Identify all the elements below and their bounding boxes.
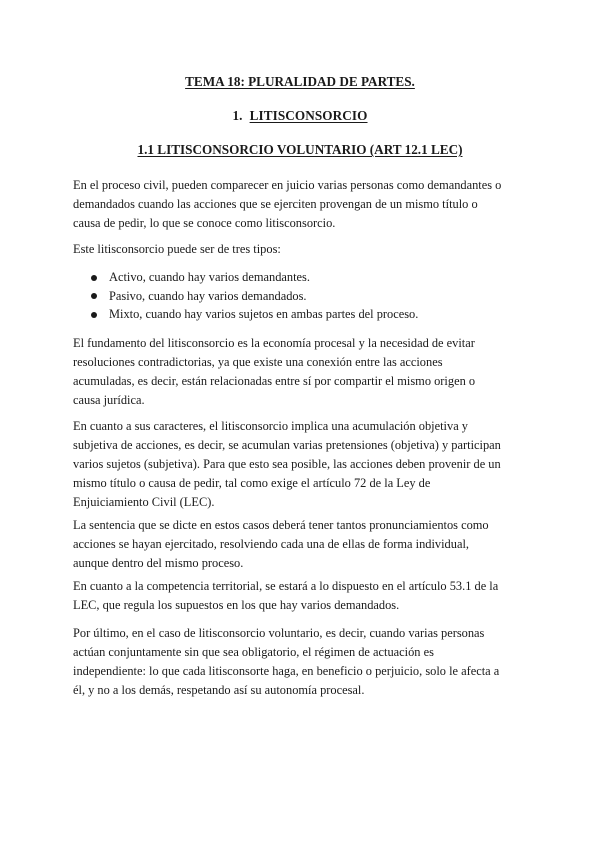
paragraph-regimen (73, 624, 533, 700)
paragraph-fundamento (73, 334, 533, 410)
text-line: varios sujetos (subjetiva). Para que esto sea posible, las acciones deben provenir de un (73, 457, 501, 471)
text-line: aunque dentro del mismo proceso. (73, 556, 244, 570)
text-line: El fundamento del litisconsorcio es la economía procesal y la necesidad de evitar (73, 336, 475, 350)
text-line: resoluciones contradictorias, ya que existe una conexión entre las acciones (73, 355, 443, 369)
text-line: causa de pedir, lo que se conoce como litisconsorcio. (73, 216, 336, 230)
text-line: actúan conjuntamente sin que sea obligatorio, el régimen de actuación es (73, 645, 434, 659)
text-line: independiente: lo que cada litisconsorte haga, en beneficio o perjuicio, solo le afecta a (73, 664, 500, 678)
bullet-icon (91, 312, 97, 318)
text-line: Este litisconsorcio puede ser de tres tipos: (73, 242, 281, 256)
paragraph-caracteres (73, 417, 533, 512)
text-line: Enjuiciamiento Civil (LEC). (73, 495, 215, 509)
text-line: causa jurídica. (73, 393, 145, 407)
text-line: él, y no a los demás, respetando así su autonomía procesal. (73, 683, 365, 697)
section-heading (0, 108, 600, 124)
text-line: subjetiva de acciones, es decir, se acumulan varias pretensiones (objetiva) y participan (73, 438, 501, 452)
bullet-icon (91, 275, 97, 281)
text-line: Por último, en el caso de litisconsorcio voluntario, es decir, cuando varias personas (73, 626, 485, 640)
list-item-text: Pasivo, cuando hay varios demandados. (109, 288, 307, 303)
text-line: En cuanto a sus caracteres, el litisconsorcio implica una acumulación objetiva y (73, 419, 468, 433)
bullet-icon (91, 293, 97, 299)
list-item-text: Mixto, cuando hay varios sujetos en ambas partes del proceso. (109, 307, 419, 321)
text-line: acciones se hayan ejercitado, resolviendo cada una de ellas de forma individual, (73, 537, 469, 551)
list-item-text: Activo, cuando hay varios demandantes. (109, 270, 310, 284)
document-title: TEMA 18: PLURALIDAD DE PARTES. (185, 74, 415, 89)
paragraph-types (73, 240, 533, 259)
paragraph-intro (73, 176, 533, 233)
text-line: En cuanto a la competencia territorial, se estará a lo dispuesto en el artículo 53.1 de la (73, 579, 499, 593)
types-list (91, 268, 418, 324)
subsection-heading: 1.1 LITISCONSORCIO VOLUNTARIO (ART 12.1 LEC) (137, 142, 463, 157)
text-line: La sentencia que se dicte en estos casos deberá tener tantos pronunciamientos como (73, 518, 489, 532)
list-item (91, 268, 418, 287)
list-item (91, 287, 418, 306)
text-line: demandados cuando las acciones que se ejerciten provengan de un mismo título o (73, 197, 478, 211)
list-item (91, 305, 418, 324)
paragraph-competencia (73, 577, 533, 615)
text-line: mismo título o causa de pedir, tal como exige el artículo 72 de la Ley de (73, 476, 431, 490)
section-title: LITISCONSORCIO (249, 108, 368, 123)
text-line: En el proceso civil, pueden comparecer en juicio varias personas como demandantes o (73, 178, 502, 192)
section-number: 1. (232, 108, 243, 123)
text-line: acumuladas, es decir, están relacionadas entre sí por compartir el mismo origen o (73, 374, 476, 388)
paragraph-sentencia (73, 516, 533, 573)
text-line: LEC, que regula los supuestos en los que hay varios demandados. (73, 598, 400, 612)
